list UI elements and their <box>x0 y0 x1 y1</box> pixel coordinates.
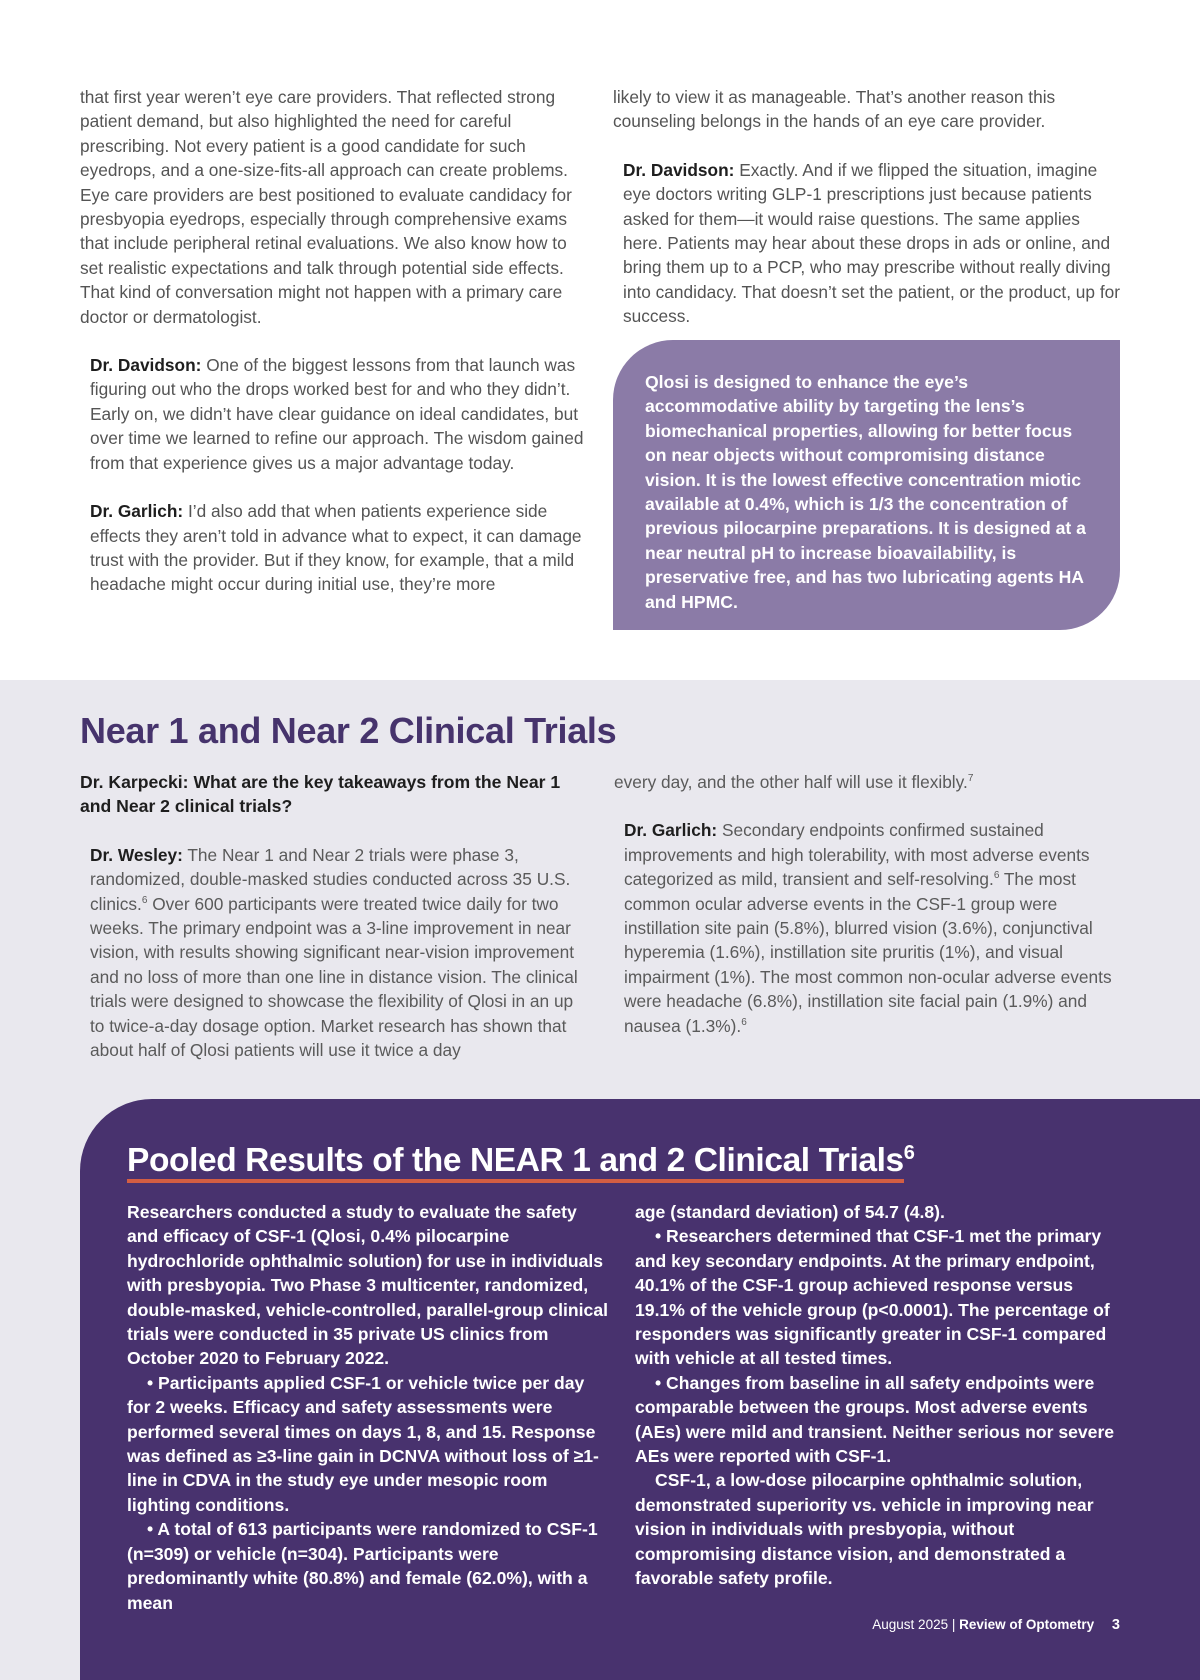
speaker-name: Dr. Garlich: <box>90 501 184 522</box>
speaker-name: Dr. Davidson: <box>90 355 202 376</box>
question-text: What are the key takeaways from the Near 1 and Near 2 clinical trials? <box>80 772 561 817</box>
footnote-ref: 6 <box>903 1142 915 1164</box>
speaker-name: Dr. Wesley: <box>90 844 183 865</box>
paragraph-text: One of the biggest lessons from that launch was figuring out who the drops worked best for and who they didn’t. Early on, we didn’t have clear guidance on ideal candidates, but over time we learned to refine our approach. The wisdom gained from that experience gives us a major advantage today. <box>90 355 584 473</box>
bullet-paragraph: • Researchers determined that CSF-1 met the primary and key secondary endpoints. At the primary endpoint, 40.1% of the CSF-1 group achieved response versus 19.1% of the vehicle group (p<0.0001). The percentage of responders was significantly greater in CSF-1 compared with vehicle at all tested times. <box>635 1226 1110 1369</box>
paragraph-text: Exactly. And if we flipped the situation, imagine eye doctors writing GLP-1 prescriptions just because patients asked for them—it would raise questions. The same applies here. Patients may hear about these drops in ads or online, and bring them up to a PCP, who may prescribe without really diving into candidacy. That doesn’t set the patient, or the product, up for success. <box>623 159 1120 327</box>
speaker-name: Dr. Karpecki: <box>80 772 189 792</box>
pooled-results-title <box>127 1142 914 1180</box>
bullet-paragraph: • Changes from baseline in all safety endpoints were comparable between the groups. Most adverse events (AEs) were mild and transient. Neither serious nor severe AEs were reported with CSF-1. <box>635 1372 1115 1467</box>
paragraph: Researchers conducted a study to evaluate the safety and efficacy of CSF-1 (Qlosi, 0.4% pilocarpine hydrochloride ophthalmic solution) for use in individuals with presbyopia. Two Phase 3 multicenter, randomized, double-masked, vehicle-controlled, parallel-group clinical trials were conducted in 35 private US clinics from October 2020 to February 2022. <box>127 1202 609 1369</box>
paragraph: that first year weren’t eye care providers. That reflected strong patient demand, but also highlighted the need for careful prescribing. Not every patient is a good candidate for such eyedrops, and a one-size-fits-all approach can create problems. Eye care providers are best positioned to evaluate candidacy for presbyopia eyedrops, especially through comprehensive exams that include peripheral retinal evaluations. We also know how to set realistic expectations and talk through potential side effects. That kind of conversation might not happen with a primary care doctor or dermatologist. <box>80 87 572 327</box>
paragraph-text: The most common ocular adverse events in the CSF-1 group were instillation site pain (5.8%), blurred vision (3.6%), conjunctival hyperemia (1.6%), instillation site pruritis (1%), and visual impairment (1%). The most common non-ocular adverse events were headache (6.8%), instillation site facial pain (1.9%) and nausea (1.3%). <box>624 869 1112 1036</box>
paragraph: CSF-1, a low-dose pilocarpine ophthalmic solution, demonstrated superiority vs. vehicle in improving near vision in individuals with presbyopia, without compromising distance vision, and demonstrated a favorable safety profile. <box>635 1470 1094 1589</box>
footnote-ref: 6 <box>993 870 1000 882</box>
paragraph: likely to view it as manageable. That’s another reason this counseling belongs in the hands of an eye care provider. <box>613 87 1056 132</box>
pooled-results-title-text: Pooled Results of the NEAR 1 and 2 Clinical Trials <box>127 1142 904 1183</box>
paragraph-text: I’d also add that when patients experience side effects they aren’t told in advance what to expect, it can damage trust with the provider. But if they know, for example, that a mild headache might occur during initial use, they’re more <box>90 501 582 595</box>
speaker-name: Dr. Garlich: <box>624 820 718 841</box>
paragraph <box>80 353 590 475</box>
pooled-left-column <box>127 1200 612 1615</box>
paragraph <box>614 770 1124 794</box>
callout-box <box>613 340 1120 630</box>
page-footer <box>830 1617 1120 1633</box>
footnote-ref: 7 <box>967 773 974 785</box>
paragraph-text: The Near 1 and Near 2 trials were phase 3, randomized, double-masked studies conducted across 35 U.S. clinics. <box>90 844 571 914</box>
speaker-name: Dr. Davidson: <box>623 159 735 180</box>
question <box>80 770 590 819</box>
footer-date: August 2025 | <box>872 1617 956 1632</box>
trials-left-column <box>80 770 590 1062</box>
paragraph <box>613 158 1120 329</box>
top-right-column <box>613 85 1120 329</box>
footer-publication: Review of Optometry <box>959 1617 1095 1632</box>
paragraph <box>614 818 1124 1038</box>
section-title: Near 1 and Near 2 Clinical Trials <box>80 710 617 751</box>
paragraph-text: Over 600 participants were treated twice daily for two weeks. The primary endpoint was a 3-line improvement in near vision, with results showing significant near-vision improvement and no loss of more than one line in distance vision. The clinical trials were designed to showcase the flexibility of Qlosi in an up to twice-a-day dosage option. Market research has shown that about half of Qlosi patients will use it twice a day <box>90 893 578 1061</box>
paragraph-text: every day, and the other half will use it flexibly. <box>614 772 968 792</box>
callout-text: Qlosi is designed to enhance the eye’s accommodative ability by targeting the lens’s biomechanical properties, allowing for better focus on near objects without compromising distance vision. It is the lowest effective concentration miotic available at 0.4%, which is 1/3 the concentration of previous pilocarpine preparations. It is designed at a near neutral pH to increase bioavailability, is preservative free, and has two lubricating agents HA and HPMC. <box>645 372 1086 612</box>
paragraph <box>80 499 590 597</box>
bullet-paragraph: • Participants applied CSF-1 or vehicle twice per day for 2 weeks. Efficacy and safety assessments were performed several times on days 1, 8, and 15. Response was defined as ≥3-line gain in DCNVA without loss of ≥1-line in CDVA in the study eye under mesopic room lighting conditions. <box>127 1372 599 1515</box>
pooled-right-column <box>635 1200 1120 1591</box>
footnote-ref: 6 <box>141 894 148 906</box>
top-left-column <box>80 85 590 597</box>
trials-right-column <box>614 770 1124 1038</box>
page-number: 3 <box>1111 1617 1120 1633</box>
bullet-paragraph: • A total of 613 participants were randomized to CSF-1 (n=309) or vehicle (n=304). Participants were predominantly white (80.8%) and female (62.0%), with a mean <box>127 1519 598 1613</box>
paragraph-text: Secondary endpoints confirmed sustained improvements and high tolerability, with most adverse events categorized as mild, transient and self-resolving. <box>624 820 1090 890</box>
paragraph <box>80 843 590 1063</box>
paragraph: age (standard deviation) of 54.7 (4.8). <box>635 1202 945 1222</box>
footnote-ref: 6 <box>741 1016 747 1028</box>
